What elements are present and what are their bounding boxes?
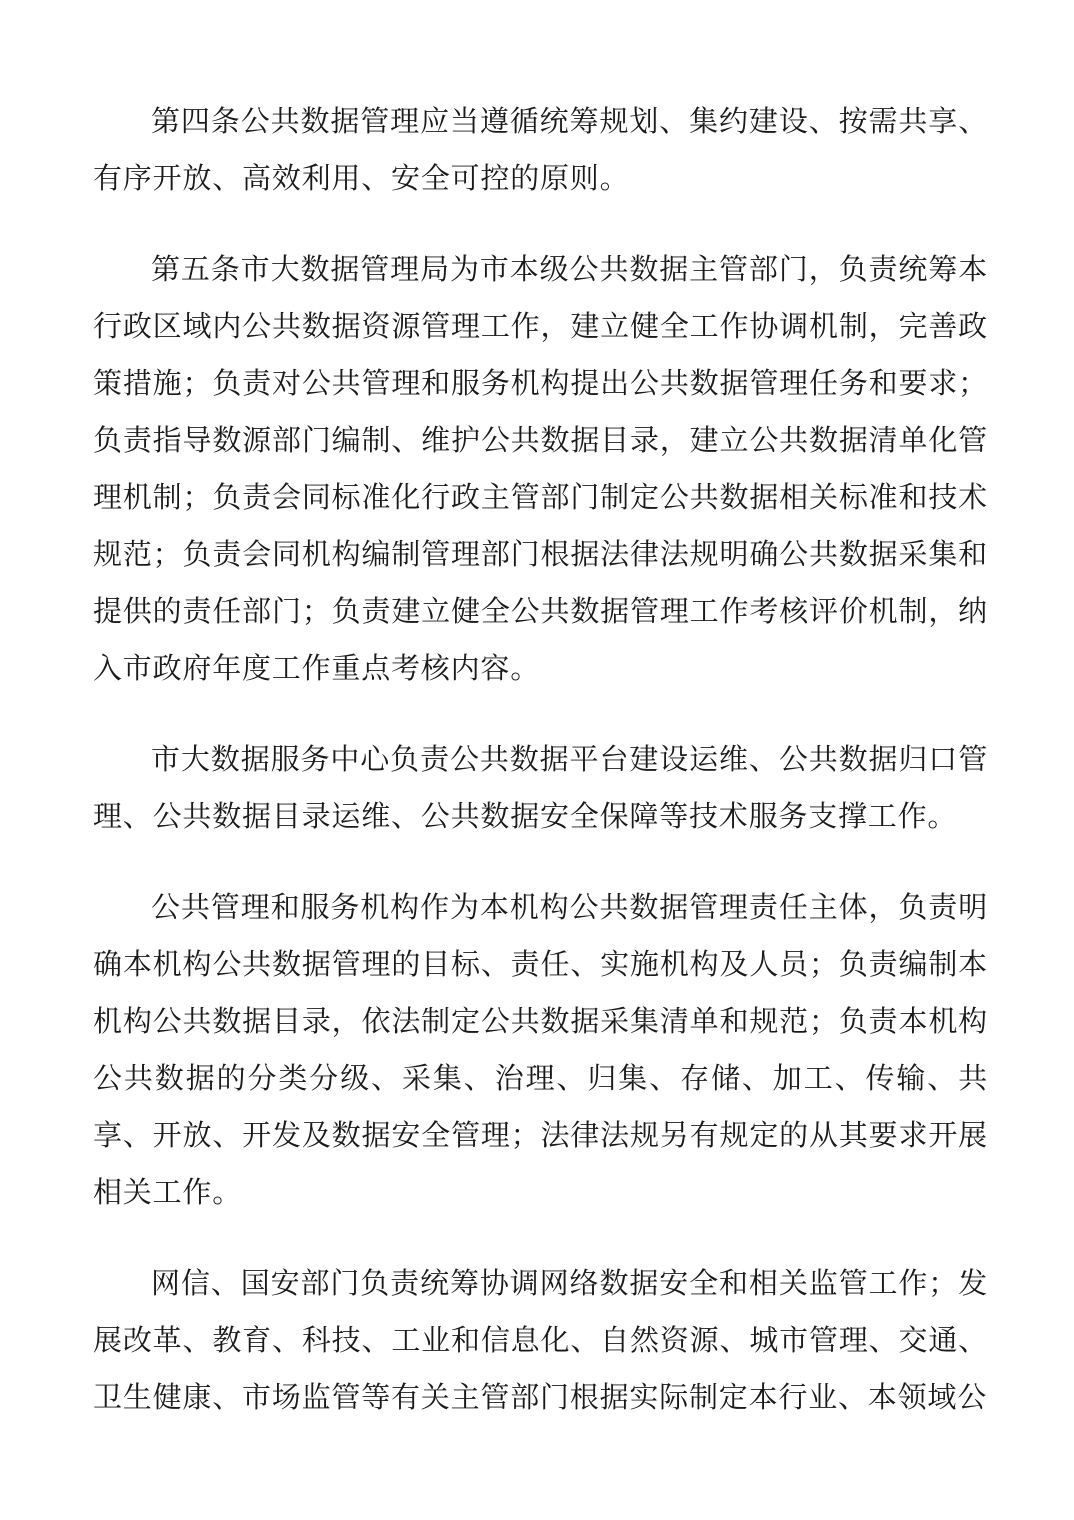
paragraph-big-data-service-center: 市大数据服务中心负责公共数据平台建设运维、公共数据归口管理、公共数据目录运维、公共数据安全保障等技术服务支撑工作。 — [93, 744, 988, 833]
paragraph-article-4: 第四条公共数据管理应当遵循统筹规划、集约建设、按需共享、有序开放、高效利用、安全可控的原则。 — [93, 106, 988, 195]
paragraph-article-5: 第五条市大数据管理局为市本级公共数据主管部门，负责统筹本行政区域内公共数据资源管理工作，建立健全工作协调机制，完善政策措施；负责对公共管理和服务机构提出公共数据管理任务和要求；负责指导数源部门编制、维护公共数据目录，建立公共数据清单化管理机制；负责会同标准化行政主管部门制定公共数据相关标准和技术规范；负责会同机构编制管理部门根据法律法规明确公共数据采集和提供的责任部门；负责建立健全公共数据管理工作考核评价机制，纳入市政府年度工作重点考核内容。 — [93, 254, 988, 685]
paragraph-competent-departments: 网信、国安部门负责统筹协调网络数据安全和相关监管工作；发展改革、教育、科技、工业和信息化、自然资源、城市管理、交通、卫生健康、市场监管等有关主管部门根据实际制定本行业、本领域公 — [93, 1268, 988, 1414]
paragraph-public-management-institutions: 公共管理和服务机构作为本机构公共数据管理责任主体，负责明确本机构公共数据管理的目标、责任、实施机构及人员；负责编制本机构公共数据目录，依法制定公共数据采集清单和规范；负责本机构公共数据的分类分级、采集、治理、归集、存储、加工、传输、共享、开放、开发及数据安全管理；法律法规另有规定的从其要求开展相关工作。 — [93, 892, 988, 1209]
document-body — [93, 94, 988, 1461]
